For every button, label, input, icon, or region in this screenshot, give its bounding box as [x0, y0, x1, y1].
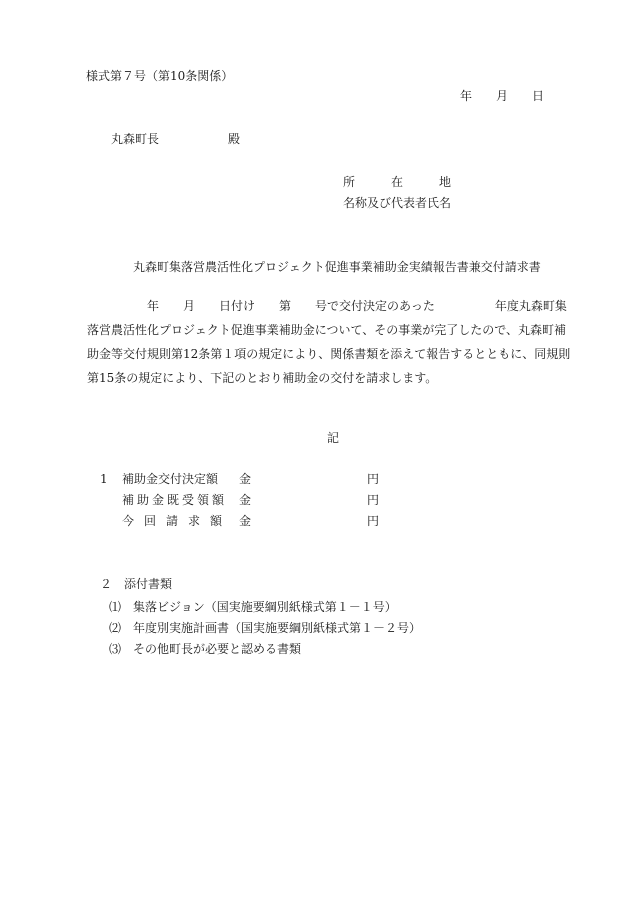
addressee: 丸森町長 — [111, 132, 160, 146]
attachment-number: ⑴ — [109, 600, 122, 614]
location-label: 所 在 地 — [343, 175, 452, 189]
representative-name-label: 名称及び代表者氏名 — [343, 196, 452, 210]
currency-mark: 金 — [239, 472, 252, 486]
date-line: 年 月 日 — [460, 89, 545, 103]
body-line: 助金等交付規則第12条第１項の規定により、関係書類を添えて報告するとともに、同規則 — [87, 347, 571, 361]
honorific: 殿 — [228, 132, 241, 146]
amount-label: 補助金既受領額 — [122, 493, 228, 507]
document-title: 丸森町集落営農活性化プロジェクト促進事業補助金実績報告書兼交付請求書 — [133, 260, 541, 274]
attachment-item: その他町長が必要と認める書類 — [133, 642, 302, 656]
attachment-item: 集落ビジョン（国実施要綱別紙様式第１－１号） — [133, 600, 397, 614]
attachment-number: ⑶ — [109, 642, 122, 656]
body-line: 第15条の規定により、下記のとおり補助金の交付を請求します。 — [87, 371, 438, 385]
currency-mark: 金 — [239, 514, 252, 528]
unit-mark: 円 — [367, 514, 380, 528]
attachment-number: ⑵ — [109, 621, 122, 635]
body-paragraph — [87, 294, 571, 390]
amount-label: 今回請求額 — [122, 514, 233, 528]
currency-mark: 金 — [239, 493, 252, 507]
body-line: 年 月 日付け 第 号で交付決定のあった 年度丸森町集 — [87, 299, 567, 313]
unit-mark: 円 — [367, 472, 380, 486]
body-line: 落営農活性化プロジェクト促進事業補助金について、その事業が完了したので、丸森町補 — [87, 323, 567, 337]
amount-section-number: 1 — [100, 472, 108, 486]
attachments-heading: ２ 添付書類 — [100, 577, 173, 591]
form-label: 様式第７号（第10条関係） — [86, 69, 234, 83]
unit-mark: 円 — [367, 493, 380, 507]
attachment-item: 年度別実施計画書（国実施要綱別紙様式第１－２号） — [133, 621, 422, 635]
amount-label: 補助金交付決定額 — [122, 472, 219, 486]
ki-heading: 記 — [327, 431, 340, 445]
